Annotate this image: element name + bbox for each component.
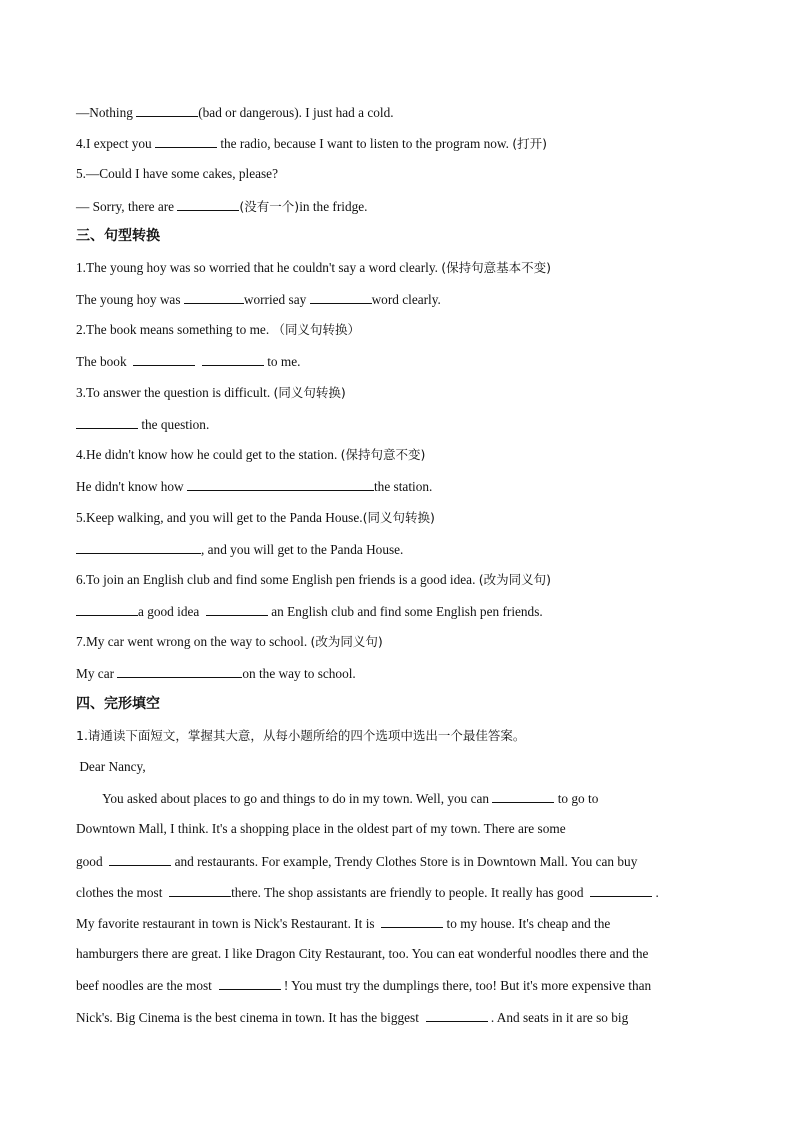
transform-6: 6.To join an English club and find some English pen friends is a good idea. (改为同义句)	[76, 572, 551, 587]
transform-2: 2.The book means something to me. （同义句转换）	[76, 322, 360, 337]
blank	[426, 1009, 488, 1022]
question-4-expect: 4.I expect you the radio, because I want to listen to the program now. (打开)	[76, 136, 548, 151]
blank	[136, 104, 198, 117]
transform-6-answer: a good idea an English club and find some English pen friends.	[76, 603, 543, 620]
blank	[177, 198, 239, 211]
cloze-line-6: hamburgers there are great. I like Dragon City Restaurant, too. You can eat wonderful noodles there and the	[76, 946, 649, 961]
transform-4: 4.He didn't know how he could get to the station. (保持句意不变)	[76, 447, 426, 462]
blank	[169, 884, 231, 897]
blank	[117, 665, 242, 678]
blank	[155, 135, 217, 148]
blank	[109, 853, 171, 866]
question-5-cakes: 5.—Could I have some cakes, please?	[76, 166, 278, 181]
blank	[184, 291, 244, 304]
section-4-heading: 四、完形填空	[76, 696, 160, 712]
blank	[133, 353, 195, 366]
transform-3-answer: the question.	[76, 416, 209, 433]
transform-4-answer: He didn't know how the station.	[76, 479, 433, 494]
transform-3: 3.To answer the question is difficult. (同义句转换)	[76, 385, 346, 400]
cloze-line-1: You asked about places to go and things to do in my town. Well, you can to go to	[76, 791, 599, 806]
transform-5-answer: , and you will get to the Panda House.	[76, 541, 403, 558]
blank	[381, 915, 443, 928]
cloze-line-8: Nick's. Big Cinema is the best cinema in town. It has the biggest . And seats in it are so big	[76, 1010, 629, 1025]
cloze-line-4: clothes the most there. The shop assistants are friendly to people. It really has good .	[76, 885, 659, 900]
blank	[76, 603, 138, 616]
transform-1: 1.The young hoy was so worried that he couldn't say a word clearly. (保持句意基本不变)	[76, 260, 552, 275]
transform-1-answer: The young hoy was worried say word clearly.	[76, 292, 441, 307]
blank	[76, 416, 138, 429]
blank	[219, 977, 281, 990]
blank	[76, 541, 201, 554]
transform-7-answer: My car on the way to school.	[76, 666, 356, 681]
blank	[590, 884, 652, 897]
transform-5: 5.Keep walking, and you will get to the Panda House.(同义句转换)	[76, 510, 435, 525]
cloze-instructions: 1.请通读下面短文，掌握其大意，从每小题所给的四个选项中选出一个最佳答案。	[76, 728, 526, 743]
answer-line-sorry: — Sorry, there are (没有一个)in the fridge.	[76, 199, 368, 214]
blank	[202, 353, 264, 366]
cloze-line-3: good and restaurants. For example, Trendy Clothes Store is in Downtown Mall. You can buy	[76, 854, 638, 869]
transform-7: 7.My car went wrong on the way to school. (改为同义句)	[76, 634, 383, 649]
blank	[206, 603, 268, 616]
cloze-line-5: My favorite restaurant in town is Nick's Restaurant. It is to my house. It's cheap and the	[76, 916, 611, 931]
cloze-line-2: Downtown Mall, I think. It's a shopping place in the oldest part of my town. There are some	[76, 821, 566, 836]
blank	[310, 291, 372, 304]
section-3-heading: 三、句型转换	[76, 228, 160, 244]
transform-2-answer: The book to me.	[76, 354, 301, 369]
cloze-line-7: beef noodles are the most ! You must try the dumplings there, too! But it's more expensive than	[76, 978, 652, 993]
letter-greeting: Dear Nancy,	[76, 759, 146, 774]
blank	[187, 478, 374, 491]
answer-line-nothing: —Nothing (bad or dangerous). I just had a cold.	[76, 105, 394, 120]
blank	[492, 790, 554, 803]
